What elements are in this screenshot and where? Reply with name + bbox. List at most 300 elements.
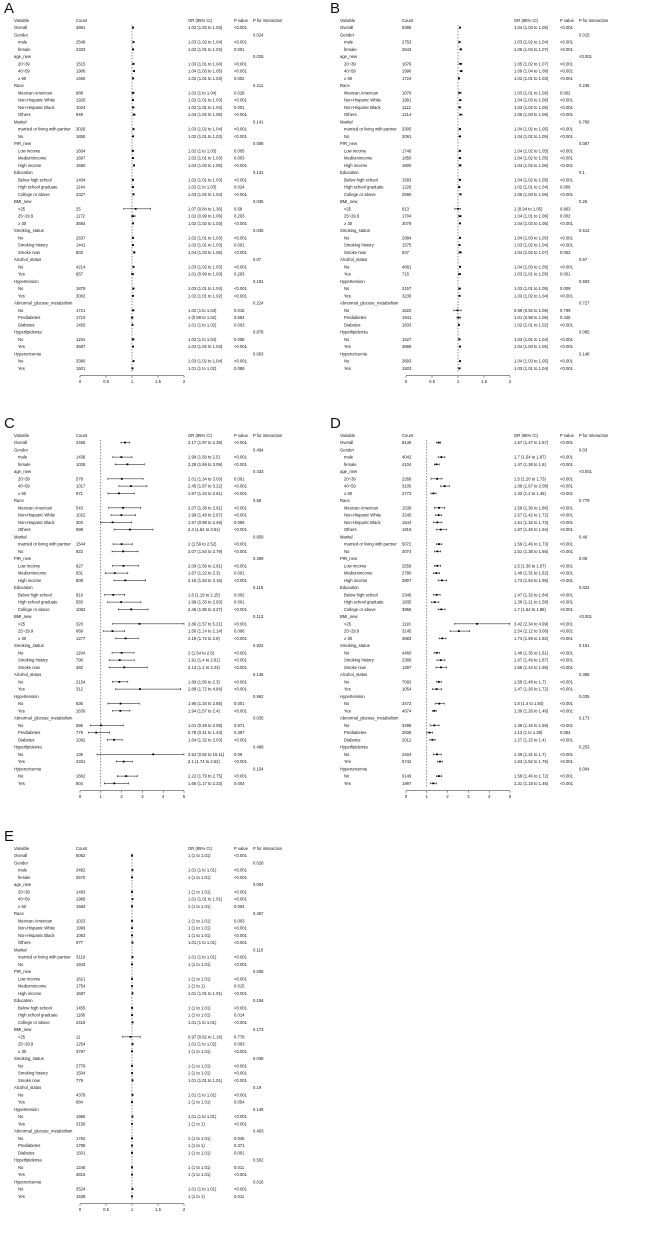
point-estimate [131, 1166, 133, 1168]
point-estimate [438, 514, 440, 516]
row-or: 1.01 (1 to 1.02) [188, 322, 217, 328]
p-interaction: 0.779 [579, 498, 590, 503]
point-estimate [127, 463, 129, 465]
point-estimate [131, 920, 133, 922]
row-count: 3026 [76, 126, 86, 132]
header-or: OR (95% CI) [188, 18, 212, 23]
row-or: 1.02 (1.01 to 1.03) [188, 242, 223, 248]
row-or: 1.01 (0.49 to 2.08) [188, 722, 223, 728]
header-p: P value [234, 846, 248, 851]
row-or: 1.02 (1.01 to 1.03) [514, 75, 549, 81]
row-or: 2.86 (1.57 to 5.21) [188, 621, 223, 627]
group-label: age_new [14, 469, 31, 474]
point-estimate [132, 157, 134, 159]
x-tick-label: 2 [508, 378, 512, 384]
point-estimate [440, 666, 442, 668]
header-or: OR (95% CI) [188, 433, 212, 438]
row-p: <0.001 [234, 286, 247, 291]
row-count: 1580 [76, 162, 86, 168]
point-estimate [132, 92, 134, 94]
point-estimate [433, 724, 435, 726]
row-or: 1.63 (1.52 to 1.75) [514, 759, 549, 764]
header-count: Count [76, 18, 88, 23]
row-label: Non-Hispanic Black [18, 932, 55, 938]
point-estimate [132, 77, 134, 79]
row-label: No [344, 773, 350, 779]
row-label: Diabetes [18, 1150, 35, 1156]
row-or: 1.03 (1.02 to 1.04) [514, 293, 549, 299]
row-count: 4460 [402, 650, 412, 656]
p-interaction: <0.001 [579, 469, 592, 474]
p-interaction: 0.036 [253, 199, 264, 204]
row-count: 2780 [402, 570, 412, 576]
row-label: College or above [18, 191, 50, 197]
point-estimate [459, 251, 461, 253]
row-label: Yes [18, 780, 25, 786]
point-estimate [438, 703, 440, 705]
row-p: 0.024 [234, 184, 245, 190]
row-label: Non-Hispanic White [18, 925, 56, 931]
row-count: 2333 [76, 46, 86, 52]
row-label: 40~59 [18, 68, 30, 74]
row-count: 5072 [402, 541, 412, 547]
row-label: Overall [340, 440, 354, 445]
panel-label: E [4, 828, 15, 845]
row-or: 1.49 (1.31 to 1.7) [514, 751, 546, 757]
row-count: 2643 [402, 46, 412, 52]
point-estimate [132, 1021, 134, 1023]
row-p: <0.001 [560, 635, 573, 641]
row-label: Overall [14, 853, 28, 858]
point-estimate [123, 565, 125, 567]
row-or: 1 (1 to 1.01) [188, 925, 211, 931]
row-p: 0.371 [234, 1143, 245, 1148]
group-label: Education [14, 170, 33, 175]
row-count: 1584 [76, 903, 86, 909]
row-or: 1.02 (1 to 1.04) [188, 307, 217, 313]
row-count: 3893 [402, 358, 412, 364]
row-or: 1.99 (1.49 to 2.67) [188, 512, 223, 518]
p-interaction: 0.399 [253, 556, 264, 561]
row-p: <0.001 [234, 853, 247, 858]
x-tick-label: 0 [78, 1206, 82, 1212]
p-interaction: 0.385 [579, 672, 590, 677]
row-label: Non-Hispanic White [18, 512, 56, 518]
row-count: 2580 [402, 191, 412, 197]
point-estimate [440, 529, 442, 531]
row-p: <0.001 [560, 148, 573, 154]
row-count: 1724 [402, 75, 412, 81]
point-estimate [459, 99, 461, 101]
header-variable: Variable [14, 433, 30, 438]
point-estimate [440, 659, 442, 661]
row-count: 1460 [76, 75, 86, 81]
p-interaction: 0.922 [253, 643, 264, 648]
row-p: <0.001 [234, 867, 247, 873]
row-count: 1527 [402, 336, 412, 342]
row-count: 1630 [76, 708, 86, 714]
row-or: 1.04 (1.03 to 1.06) [188, 249, 223, 255]
point-estimate [121, 652, 123, 654]
row-label: married or living with partner [18, 954, 71, 960]
row-or: 1.99 (1.58 to 2.5) [188, 454, 220, 460]
x-tick-label: 0.5 [429, 378, 435, 384]
forest-svg [0, 415, 318, 823]
row-or: 1 (1 to 1.01) [188, 1099, 211, 1105]
row-p: <0.001 [560, 344, 573, 349]
group-label: PIR_new [14, 556, 31, 561]
point-estimate [139, 688, 141, 690]
row-p: <0.001 [560, 133, 573, 139]
point-estimate [133, 164, 135, 166]
row-count: 1092 [76, 737, 86, 743]
row-count: 790 [76, 657, 83, 663]
row-p: <0.001 [560, 461, 573, 467]
point-estimate [130, 1036, 132, 1038]
row-p: <0.001 [234, 1048, 247, 1054]
point-estimate [132, 244, 134, 246]
row-label: Low income [344, 563, 367, 569]
row-count: 4681 [402, 264, 412, 270]
row-count: 25 [76, 206, 81, 212]
p-interaction: 0.015 [579, 32, 590, 38]
forest-svg [0, 0, 318, 408]
p-interaction: 0.036 [253, 228, 264, 233]
row-label: female [344, 461, 357, 467]
row-count: 1676 [402, 61, 412, 67]
row-p: 0.001 [234, 242, 245, 248]
group-label: Abnormal_glucose_metabolism [340, 300, 399, 306]
row-p: <0.001 [234, 889, 247, 895]
row-count: 1762 [76, 1135, 86, 1141]
row-p: <0.001 [234, 1019, 247, 1025]
header-count: Count [402, 18, 414, 23]
row-label: 40~59 [18, 896, 30, 902]
forest-panel-c [0, 415, 318, 823]
row-or: 1.07 (0.84 to 1.36) [188, 206, 223, 212]
row-p: 0.001 [234, 599, 245, 605]
row-p: <0.001 [234, 1005, 247, 1011]
point-estimate [459, 360, 461, 362]
row-p: <0.001 [560, 505, 573, 511]
x-tick-label: 0.5 [103, 1206, 109, 1212]
header-p: P value [560, 433, 574, 438]
row-count: 1621 [76, 976, 86, 982]
row-or: 1.02 (1.01 to 1.03) [188, 235, 223, 241]
row-label: Below high school [18, 177, 52, 183]
row-or: 1.01 (0.99 to 1.03) [188, 271, 223, 277]
p-interaction: 0.457 [253, 911, 264, 916]
row-or: 1.01 (1 to 1.01) [188, 1092, 217, 1098]
row-p: 0.863 [560, 206, 571, 212]
row-or: 1 (1 to 1.01) [188, 918, 211, 924]
row-label: High school graduate [18, 1012, 58, 1018]
row-count: 5396 [402, 25, 412, 30]
p-interaction: 0.156 [253, 998, 264, 1003]
row-p: <0.001 [234, 621, 247, 627]
row-label: No [18, 751, 24, 757]
x-tick-label: 2 [182, 378, 186, 384]
row-count: 1697 [76, 155, 86, 161]
group-label: Alcohol_status [340, 257, 368, 262]
row-or: 1.01 (1.01 to 1.01) [188, 896, 223, 902]
row-or: 1 (1 to 1.01) [188, 932, 211, 938]
point-estimate [459, 295, 461, 297]
row-count: 1835 [402, 599, 412, 605]
row-label: No [18, 1135, 24, 1141]
row-label: Smoke now [344, 664, 366, 670]
row-p: <0.001 [234, 162, 247, 168]
point-estimate [120, 601, 122, 603]
row-p: <0.001 [234, 548, 247, 554]
row-count: 1503 [402, 365, 412, 371]
row-or: 1 (1 to 1.01) [188, 1070, 211, 1076]
row-p: 0.002 [560, 249, 571, 255]
row-or: 1 (1 to 1.01) [188, 1164, 211, 1170]
point-estimate [438, 543, 440, 545]
p-interaction: 0.502 [253, 1157, 264, 1163]
row-count: 836 [76, 701, 83, 706]
row-label: Smoking history [18, 242, 48, 248]
row-or: 1.36 (1.26 to 1.46) [514, 708, 549, 714]
point-estimate [133, 128, 135, 130]
row-or: 0.99 (0.92 to 1.06) [514, 307, 549, 313]
row-or: 1.57 (0.98 to 2.49) [188, 519, 223, 525]
row-count: 2548 [76, 39, 86, 45]
p-interaction: 0.859 [253, 534, 264, 540]
row-or: 1.01 (1 to 1.01) [188, 1114, 217, 1119]
point-estimate [429, 732, 431, 734]
row-or: 1.02 (1.02 to 1.03) [188, 25, 223, 30]
row-or: 1.89 (1.56 to 2.3) [188, 679, 220, 685]
row-count: 3869 [402, 344, 412, 349]
row-p: 0.054 [560, 730, 571, 735]
row-or: 1.03 (1.01 to 1.05) [514, 271, 549, 277]
row-label: 20~39 [18, 889, 30, 895]
point-estimate [438, 775, 440, 777]
row-p: <0.001 [234, 344, 247, 349]
row-or: 1.02 (1.01 to 1.04) [188, 104, 223, 110]
point-estimate [132, 150, 134, 152]
p-interaction: 0.116 [253, 947, 264, 953]
row-count: 988 [76, 90, 83, 96]
p-interaction: 0.154 [253, 766, 264, 772]
p-interaction: 0.151 [579, 643, 590, 648]
p-interaction: 0.116 [253, 585, 264, 590]
row-label: Yes [18, 344, 25, 349]
row-p: <0.001 [234, 220, 247, 226]
group-label: BMI_new [14, 1027, 32, 1032]
row-count: 1943 [76, 961, 86, 967]
row-label: Below high school [18, 592, 52, 598]
row-p: <0.001 [234, 126, 247, 132]
point-estimate [132, 48, 134, 50]
row-count: 1441 [76, 242, 86, 248]
point-estimate [132, 179, 134, 181]
row-count: 1194 [76, 336, 86, 342]
point-estimate [120, 703, 122, 705]
forest-panel-d [326, 415, 644, 823]
row-label: Overall [14, 440, 28, 445]
row-or: 1.05 (1.03 to 1.08) [514, 112, 549, 117]
row-or: 1.5 (1.20 to 1.73) [514, 476, 546, 482]
point-estimate [132, 215, 134, 217]
row-label: married or living with partner [18, 126, 71, 132]
row-label: <25 [18, 206, 26, 212]
row-p: <0.001 [234, 577, 247, 583]
row-label: Mexican American [18, 918, 53, 924]
row-p: <0.001 [560, 577, 573, 583]
point-estimate [459, 41, 461, 43]
row-count: 1850 [402, 155, 412, 161]
row-p: <0.001 [560, 519, 573, 525]
row-label: High school graduate [18, 184, 58, 190]
row-count: 1028 [76, 461, 86, 467]
row-count: 1297 [402, 664, 412, 670]
row-count: 1062 [76, 606, 86, 612]
point-estimate [131, 1072, 133, 1074]
row-count: 1583 [402, 177, 412, 183]
row-or: 2.07 (1.54 to 2.79) [188, 548, 223, 554]
row-or: 1.04 (1.02 to 1.07) [514, 249, 549, 255]
row-label: ≥ 60 [18, 75, 27, 81]
row-label: Yes [18, 759, 25, 764]
row-count: 831 [76, 570, 83, 576]
row-label: Low income [18, 148, 41, 154]
row-p: <0.001 [234, 976, 247, 982]
row-count: 1024 [76, 104, 86, 110]
row-or: 1 (0.99 to 1.02) [188, 315, 217, 320]
x-tick-label: 0 [404, 793, 408, 799]
point-estimate [132, 309, 134, 311]
x-tick-label: 2 [120, 793, 123, 799]
point-estimate [132, 942, 134, 944]
row-count: 1622 [402, 307, 412, 313]
row-p: 0.009 [560, 286, 571, 291]
point-estimate [441, 579, 443, 581]
row-p: <0.001 [234, 177, 247, 183]
row-or: 1.64 (1.32 to 2.03) [188, 737, 223, 743]
row-count: 4881 [76, 25, 86, 30]
row-p: <0.001 [560, 599, 573, 605]
row-p: <0.001 [560, 541, 573, 547]
point-estimate [132, 273, 134, 275]
row-count: 1172 [76, 213, 86, 219]
point-estimate [457, 309, 459, 311]
row-p: <0.001 [560, 365, 573, 371]
row-or: 1.38 (1.21 to 1.58) [514, 599, 549, 605]
row-or: 1.04 (1.03 to 1.05) [514, 25, 549, 30]
row-or: 1.68 (1.44 to 1.95) [514, 664, 549, 670]
row-or: 1 (1 to 1.01) [188, 976, 211, 982]
row-label: female [18, 46, 31, 52]
header-or: OR (95% CI) [188, 846, 212, 851]
header-count: Count [76, 846, 88, 851]
row-p: 0.015 [234, 983, 245, 989]
row-p: 0.028 [234, 90, 245, 96]
point-estimate [112, 521, 114, 523]
p-interaction: 0.211 [253, 83, 264, 88]
row-label: Below high school [344, 177, 378, 183]
point-estimate [459, 164, 461, 166]
row-p: <0.001 [234, 664, 247, 670]
row-label: Non-Hispanic Black [344, 519, 381, 525]
p-interaction: 0.004 [253, 882, 264, 887]
row-p: 0.001 [234, 104, 245, 110]
group-label: Alcohol_status [14, 257, 42, 262]
row-or: 2.13 (1.4 to 3.23) [188, 664, 220, 670]
row-count: 3002 [76, 293, 86, 299]
row-count: 4104 [402, 461, 412, 467]
p-interaction: 0.003 [253, 351, 264, 357]
p-interaction: 0.181 [253, 278, 264, 284]
group-label: Smoking_status [340, 643, 370, 648]
group-label: Hyperuricemia [340, 766, 367, 772]
row-label: 25~29.9 [18, 213, 34, 219]
row-label: ≥ 30 [344, 635, 353, 641]
row-p: <0.001 [234, 932, 247, 938]
p-interaction: 0.224 [253, 300, 264, 306]
row-count: 3956 [402, 606, 412, 612]
point-estimate [459, 215, 461, 217]
row-count: 2416 [76, 1019, 86, 1025]
point-estimate [133, 41, 135, 43]
row-count: 1194 [76, 650, 86, 656]
row-count: 1504 [76, 1070, 86, 1076]
header-pint: P for interaction [253, 846, 283, 851]
header-variable: Variable [14, 18, 30, 23]
row-label: Yes [344, 780, 351, 786]
row-or: 1.04 (1.02 to 1.05) [514, 155, 549, 161]
row-p: <0.001 [234, 527, 247, 532]
row-p: <0.001 [234, 874, 247, 880]
row-p: <0.001 [234, 293, 247, 299]
row-or: 1.13 (1 to 1.28) [514, 730, 543, 735]
row-label: High school graduate [18, 599, 58, 605]
row-or: 1 (1 to 1.01) [188, 1063, 211, 1069]
row-or: 1.02 (1 to 1.04) [188, 90, 217, 96]
row-count: 3684 [76, 220, 86, 226]
row-or: 1.04 (1.03 to 1.06) [514, 97, 549, 103]
group-label: age_new [14, 54, 31, 59]
row-label: High school graduate [344, 184, 384, 190]
row-p: <0.001 [234, 925, 247, 931]
p-interaction: 0.008 [253, 969, 264, 974]
row-label: Non-Hispanic White [344, 97, 382, 103]
group-label: Hyperuricemia [14, 1179, 41, 1185]
row-label: 25~29.9 [344, 628, 360, 634]
row-p: <0.001 [560, 592, 573, 598]
row-p: 0.011 [234, 1193, 245, 1199]
point-estimate [131, 855, 133, 857]
row-or: 1.03 (1.02 to 1.03) [188, 264, 223, 270]
row-label: No [18, 1164, 24, 1170]
group-label: Alcohol_status [14, 1085, 42, 1090]
row-or: 1.03 (1.01 to 1.04) [188, 61, 223, 67]
p-interaction: 0.513 [579, 228, 590, 233]
row-count: 3816 [76, 1172, 86, 1177]
row-count: 2154 [76, 679, 86, 685]
row-p: <0.001 [234, 759, 247, 764]
header-variable: Variable [340, 433, 356, 438]
row-p: <0.001 [560, 751, 573, 757]
row-or: 3.52 (0.82 to 15.11) [188, 751, 225, 757]
row-p: <0.001 [560, 358, 573, 364]
row-p: 0.059 [234, 519, 245, 525]
row-p: <0.001 [234, 97, 247, 103]
row-or: 1 (1 to 1.01) [188, 1172, 211, 1177]
point-estimate [459, 346, 461, 348]
